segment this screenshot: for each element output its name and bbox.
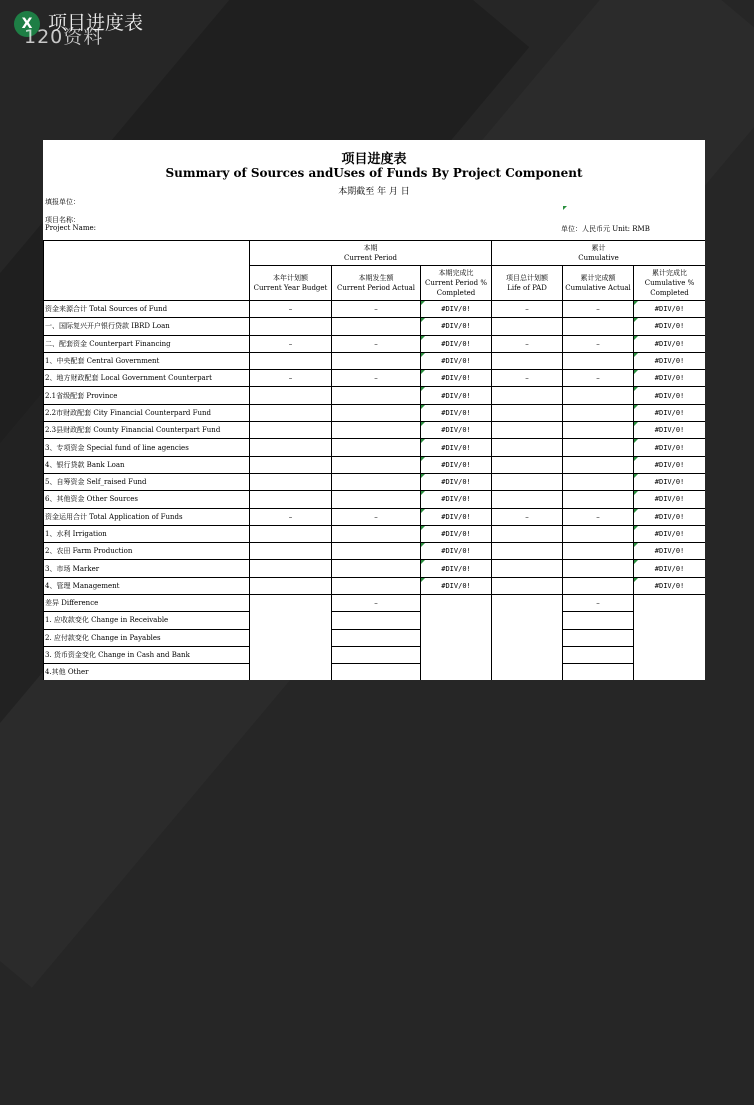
col-header: 项目总计划额 Life of PAD (492, 266, 563, 301)
table-cell[interactable]: #DIV/0! (421, 543, 492, 560)
row-label[interactable]: 2、农田 Farm Production (44, 543, 250, 560)
table-row (44, 370, 706, 387)
table-cell[interactable]: – (332, 335, 421, 352)
excel-icon: X (14, 11, 40, 37)
row-label[interactable]: 1、水利 Irrigation (44, 525, 250, 542)
table-cell[interactable]: – (563, 508, 634, 525)
header-cumulative: 累计 Cumulative (492, 241, 705, 266)
table-cell[interactable]: #DIV/0! (421, 473, 492, 490)
table-row (44, 318, 706, 335)
table-cell[interactable]: – (563, 595, 634, 612)
table-cell[interactable]: #DIV/0! (634, 560, 705, 577)
table-cell[interactable] (563, 491, 634, 508)
table-cell[interactable]: – (250, 508, 332, 525)
table-cell[interactable] (332, 387, 421, 404)
period-line: 本期截至 年 月 日 (338, 187, 410, 197)
table-cell[interactable]: #DIV/0! (421, 422, 492, 439)
row-label[interactable]: 差异 Difference (44, 595, 250, 612)
table-cell[interactable] (250, 560, 332, 577)
watermark: 120资料 (24, 26, 104, 48)
table-cell[interactable]: #DIV/0! (634, 439, 705, 456)
row-label[interactable]: 2. 应付款变化 Change in Payables (44, 629, 250, 646)
app-title: 项目进度表 (48, 12, 144, 34)
table-cell[interactable] (250, 387, 332, 404)
table-cell[interactable]: #DIV/0! (421, 560, 492, 577)
table-cell[interactable] (563, 577, 634, 594)
table-cell[interactable] (492, 387, 563, 404)
table-cell[interactable] (563, 629, 634, 646)
table-cell[interactable]: – (492, 335, 563, 352)
table-cell[interactable] (332, 577, 421, 594)
table-cell[interactable] (250, 439, 332, 456)
table-row (44, 301, 706, 318)
table-cell[interactable] (563, 664, 634, 680)
table-cell[interactable] (332, 318, 421, 335)
table-cell[interactable]: – (492, 508, 563, 525)
table-cell[interactable]: #DIV/0! (421, 439, 492, 456)
row-label[interactable]: 一、国际复兴开户银行贷款 IBRD Loan (44, 318, 250, 335)
row-label[interactable]: 3、市场 Marker (44, 560, 250, 577)
table-cell[interactable] (492, 439, 563, 456)
col-header: 本期发生额 Current Period Actual (332, 266, 421, 301)
table-cell[interactable] (250, 491, 332, 508)
table-cell[interactable] (250, 318, 332, 335)
table-cell[interactable]: – (332, 370, 421, 387)
row-label[interactable]: 6、其他资金 Other Sources (44, 491, 250, 508)
table-cell[interactable] (492, 491, 563, 508)
table-cell[interactable]: – (332, 595, 421, 612)
table-cell[interactable]: #DIV/0! (421, 404, 492, 421)
table-row (44, 473, 706, 490)
table-cell[interactable] (332, 629, 421, 646)
table-cell[interactable]: #DIV/0! (421, 387, 492, 404)
table-row (44, 646, 706, 663)
col-header: 累计完成比 Cumulative % Completed (634, 266, 705, 301)
table-cell[interactable]: – (563, 301, 634, 318)
table-cell[interactable]: – (250, 301, 332, 318)
table-row (44, 335, 706, 352)
table-cell[interactable] (250, 543, 332, 560)
table-cell[interactable] (492, 404, 563, 421)
row-label[interactable]: 3、专项资金 Special fund of line agencies (44, 439, 250, 456)
row-label[interactable]: 1、中央配套 Central Government (44, 352, 250, 369)
table-cell[interactable]: #DIV/0! (634, 456, 705, 473)
table-cell[interactable] (250, 525, 332, 542)
row-label[interactable]: 3. 货币资金变化 Change in Cash and Bank (44, 646, 250, 663)
table-cell[interactable] (492, 473, 563, 490)
table-row (44, 456, 706, 473)
table-row (44, 577, 706, 594)
table-cell[interactable]: #DIV/0! (421, 525, 492, 542)
table-cell[interactable] (332, 664, 421, 680)
table-cell[interactable] (332, 422, 421, 439)
table-cell[interactable] (332, 543, 421, 560)
table-cell[interactable]: #DIV/0! (421, 508, 492, 525)
table-cell[interactable]: #DIV/0! (421, 318, 492, 335)
table-cell[interactable] (563, 473, 634, 490)
table-cell[interactable]: #DIV/0! (634, 543, 705, 560)
table-cell[interactable]: #DIV/0! (421, 456, 492, 473)
row-label[interactable]: 2.1省级配套 Province (44, 387, 250, 404)
table-row (44, 543, 706, 560)
row-label[interactable]: 2.2市财政配套 City Financial Counterpard Fund (44, 404, 250, 421)
table-cell[interactable] (332, 646, 421, 663)
table-cell[interactable] (563, 543, 634, 560)
table-cell[interactable] (563, 352, 634, 369)
row-label[interactable]: 2、地方财政配套 Local Government Counterpart (44, 370, 250, 387)
row-label[interactable]: 4、管理 Management (44, 577, 250, 594)
col-header: 本年计划额 Current Year Budget (250, 266, 332, 301)
col-header: 本期完成比 Current Period % Completed (421, 266, 492, 301)
table-row (44, 560, 706, 577)
table-cell[interactable]: #DIV/0! (421, 577, 492, 594)
col-header: 累计完成额 Cumulative Actual (563, 266, 634, 301)
row-label[interactable]: 4.其他 Other (44, 664, 250, 680)
table-cell[interactable] (492, 318, 563, 335)
table-cell[interactable] (250, 456, 332, 473)
table-cell[interactable]: #DIV/0! (421, 335, 492, 352)
table-cell[interactable] (250, 473, 332, 490)
table-cell[interactable] (250, 595, 332, 680)
table-cell[interactable] (332, 404, 421, 421)
table-cell[interactable] (332, 352, 421, 369)
table-cell[interactable] (492, 543, 563, 560)
table-cell[interactable] (332, 525, 421, 542)
table-cell[interactable]: – (332, 508, 421, 525)
table-cell[interactable] (563, 456, 634, 473)
table-cell[interactable]: #DIV/0! (634, 352, 705, 369)
table-cell[interactable] (492, 422, 563, 439)
table-cell[interactable] (250, 577, 332, 594)
table-cell[interactable] (563, 612, 634, 629)
table-cell[interactable] (250, 422, 332, 439)
table-cell[interactable]: #DIV/0! (634, 473, 705, 490)
table-cell[interactable]: #DIV/0! (421, 352, 492, 369)
project-name-en: Project Name: (45, 224, 96, 232)
table-cell[interactable]: – (250, 335, 332, 352)
table-row (44, 352, 706, 369)
table-row (44, 404, 706, 421)
sheet-title-en: Summary of Sources andUses of Funds By Project Component (165, 166, 583, 180)
table-cell[interactable]: #DIV/0! (634, 404, 705, 421)
table-cell[interactable]: #DIV/0! (634, 422, 705, 439)
table-cell[interactable] (563, 560, 634, 577)
table-cell[interactable] (332, 473, 421, 490)
row-label[interactable]: 2.3县财政配套 County Financial Counterpart Fund (44, 422, 250, 439)
funds-table (43, 240, 705, 680)
table-cell[interactable] (634, 595, 705, 680)
table-cell[interactable]: – (563, 370, 634, 387)
table-cell[interactable] (563, 404, 634, 421)
table-row (44, 595, 706, 612)
table-cell[interactable]: – (332, 301, 421, 318)
currency-unit: 单位：人民币元 Unit: RMB (561, 225, 650, 233)
table-cell[interactable] (563, 646, 634, 663)
table-cell[interactable] (492, 352, 563, 369)
table-row (44, 422, 706, 439)
table-cell[interactable] (332, 491, 421, 508)
row-label[interactable]: 二、配套资金 Counterpart Financing (44, 335, 250, 352)
table-cell[interactable] (250, 404, 332, 421)
table-cell[interactable]: #DIV/0! (421, 301, 492, 318)
table-cell[interactable]: #DIV/0! (634, 318, 705, 335)
table-row (44, 387, 706, 404)
row-label[interactable]: 资金运用合计 Total Application of Funds (44, 508, 250, 525)
header-blank (44, 241, 250, 301)
row-label[interactable]: 1. 应收款变化 Change in Receivable (44, 612, 250, 629)
table-row (44, 664, 706, 680)
table-row (44, 629, 706, 646)
table-cell[interactable]: #DIV/0! (634, 387, 705, 404)
project-name-cn: 项目名称： (45, 216, 80, 224)
table-row (44, 525, 706, 542)
table-cell[interactable] (492, 560, 563, 577)
table-row (44, 508, 706, 525)
table-cell[interactable] (563, 318, 634, 335)
fill-unit-label: 填报单位： (45, 198, 80, 206)
table-cell[interactable] (332, 439, 421, 456)
table-cell[interactable] (492, 525, 563, 542)
table-cell[interactable]: #DIV/0! (634, 301, 705, 318)
table-cell[interactable] (332, 560, 421, 577)
table-cell[interactable] (492, 456, 563, 473)
table-cell[interactable]: #DIV/0! (634, 508, 705, 525)
table-cell[interactable] (563, 525, 634, 542)
table-cell[interactable] (421, 595, 492, 680)
cell-marker (563, 206, 567, 210)
table-cell[interactable] (492, 595, 563, 680)
table-cell[interactable] (250, 352, 332, 369)
table-cell[interactable]: #DIV/0! (634, 370, 705, 387)
row-label[interactable]: 4、银行贷款 Bank Loan (44, 456, 250, 473)
table-row (44, 439, 706, 456)
table-cell[interactable]: – (492, 370, 563, 387)
row-label[interactable]: 资金来源合计 Total Sources of Fund (44, 301, 250, 318)
table-cell[interactable]: – (492, 301, 563, 318)
table-cell[interactable] (563, 439, 634, 456)
table-cell[interactable] (563, 422, 634, 439)
sheet-title-cn: 项目进度表 (341, 152, 407, 167)
table-cell[interactable]: #DIV/0! (421, 370, 492, 387)
table-cell[interactable]: #DIV/0! (421, 491, 492, 508)
row-label[interactable]: 5、自筹资金 Self_raised Fund (44, 473, 250, 490)
table-cell[interactable]: – (563, 335, 634, 352)
table-row (44, 612, 706, 629)
table-cell[interactable]: #DIV/0! (634, 335, 705, 352)
table-row (44, 491, 706, 508)
table-cell[interactable]: – (250, 370, 332, 387)
table-cell[interactable] (332, 612, 421, 629)
table-cell[interactable] (563, 387, 634, 404)
spreadsheet-preview (43, 140, 705, 680)
table-cell[interactable]: #DIV/0! (634, 491, 705, 508)
table-cell[interactable] (332, 456, 421, 473)
table-cell[interactable]: #DIV/0! (634, 577, 705, 594)
table-cell[interactable]: #DIV/0! (634, 525, 705, 542)
table-cell[interactable] (492, 577, 563, 594)
header-current-period: 本期 Current Period (250, 241, 492, 266)
